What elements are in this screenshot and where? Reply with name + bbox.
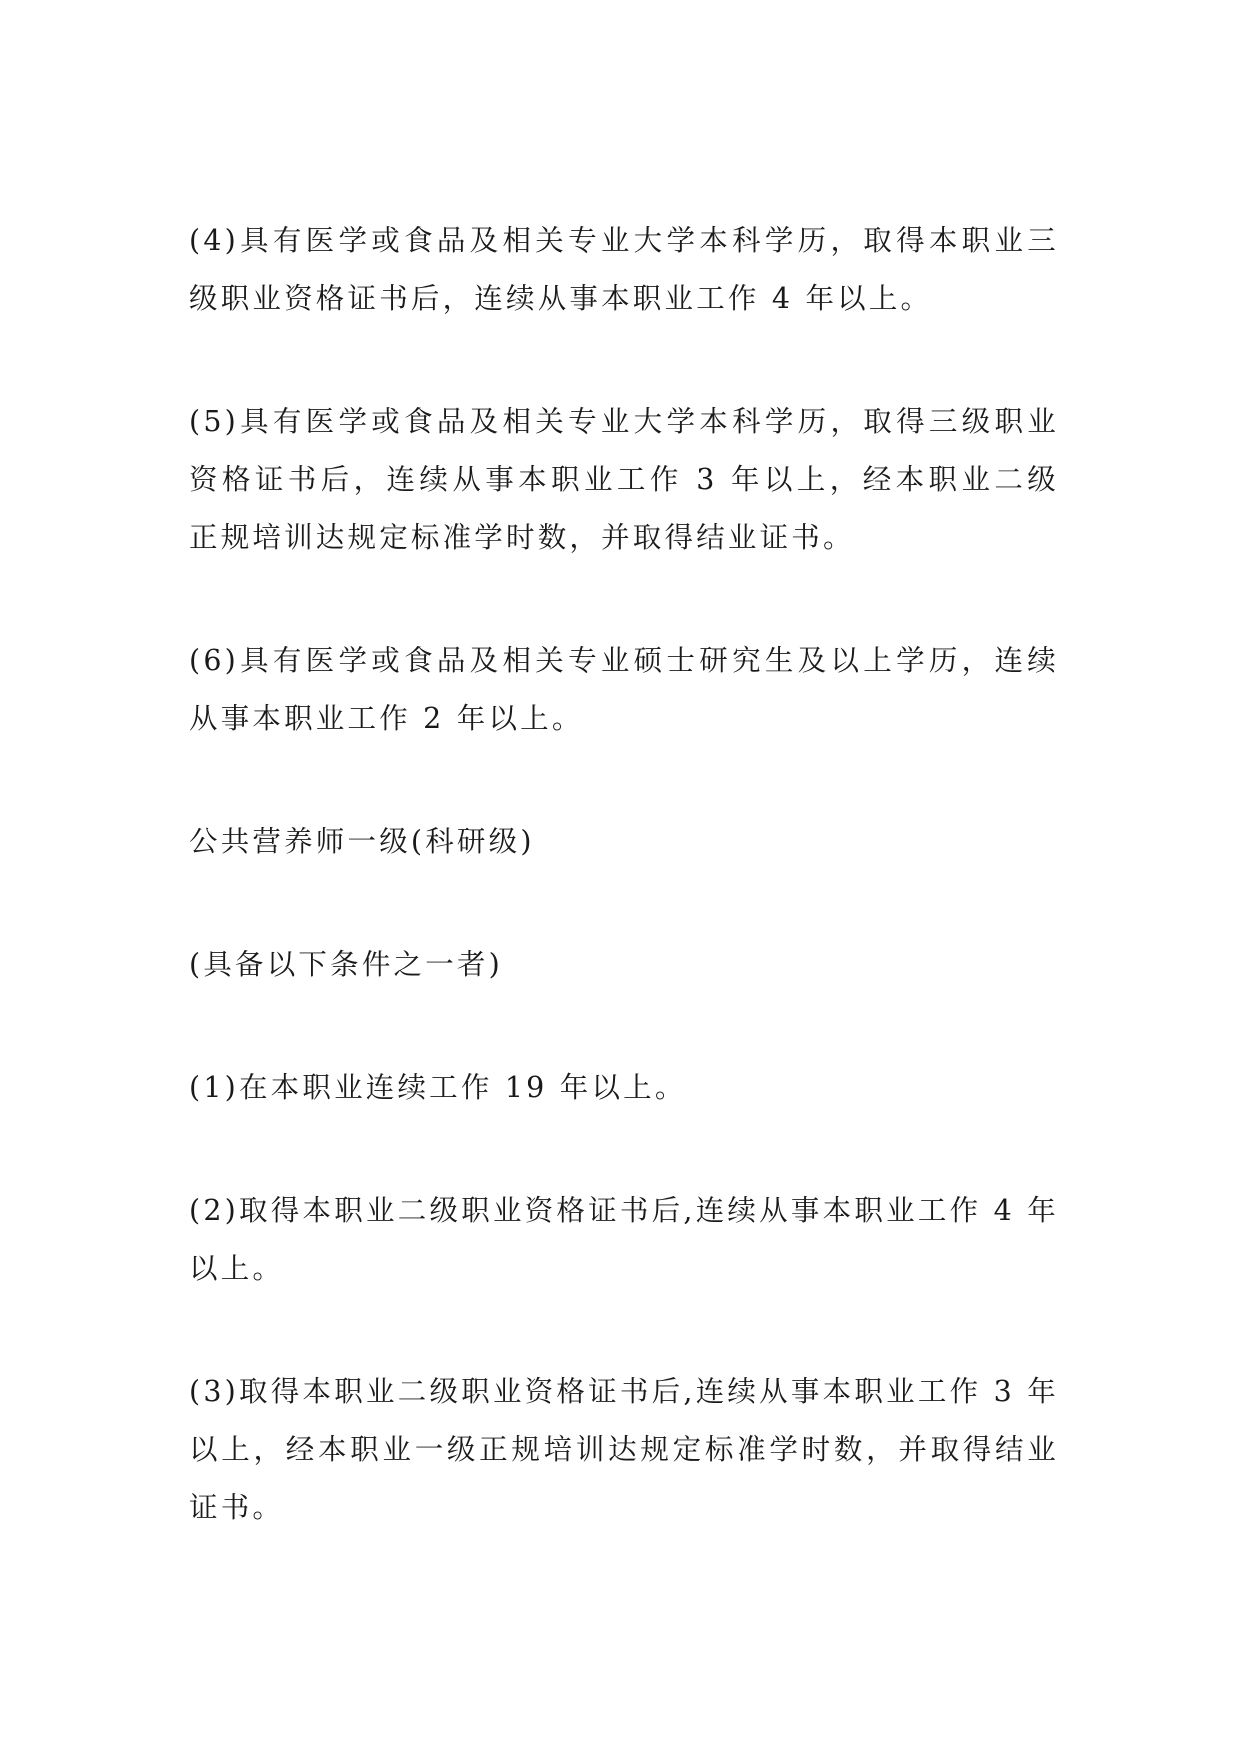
section-heading-level-one: 公共营养师一级(科研级)	[189, 825, 535, 858]
paragraph-item-6: (6)具有医学或食品及相关专业硕士研究生及以上学历，连续从事本职业工作 2 年以上。	[189, 644, 1059, 735]
paragraph-item-2: (2)取得本职业二级职业资格证书后,连续从事本职业工作 4 年以上。	[189, 1194, 1059, 1285]
paragraph-item-4: (4)具有医学或食品及相关专业大学本科学历，取得本职业三级职业资格证书后，连续从事本职业工作 4 年以上。	[189, 224, 1059, 315]
paragraph-item-3: (3)取得本职业二级职业资格证书后,连续从事本职业工作 3 年以上，经本职业一级正规培训达规定标准学时数，并取得结业证书。	[189, 1375, 1059, 1524]
section-condition-note: (具备以下条件之一者)	[189, 948, 503, 981]
paragraph-item-1: (1)在本职业连续工作 19 年以上。	[189, 1071, 687, 1104]
document-body	[189, 212, 1059, 1537]
paragraph-item-5: (5)具有医学或食品及相关专业大学本科学历，取得三级职业资格证书后，连续从事本职业工作 3 年以上，经本职业二级正规培训达规定标准学时数，并取得结业证书。	[189, 405, 1059, 554]
